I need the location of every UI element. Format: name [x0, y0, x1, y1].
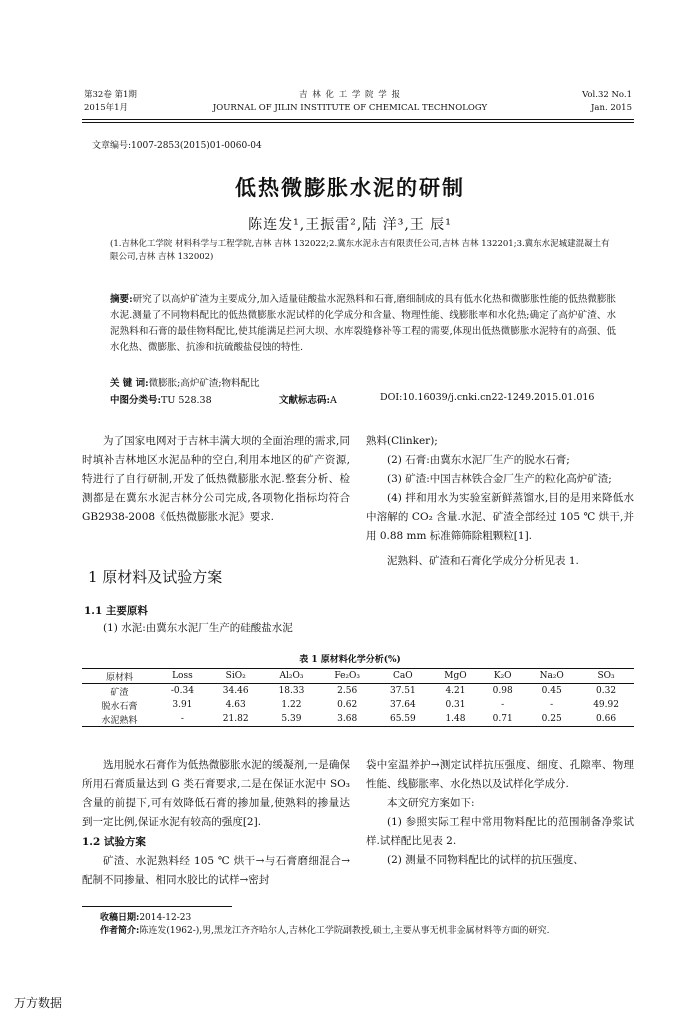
section-1-heading: 1 原材料及试验方案 [88, 568, 223, 586]
table-row [82, 698, 634, 712]
curing-paragraph: 袋中室温养护→测定试样抗压强度、细度、孔隙率、物理性能、线膨胀率、水化热以及试样化学成分. [366, 759, 634, 790]
watermark: 万方数据 [14, 996, 63, 1010]
material-item-1: (1) 水泥:由冀东水泥厂生产的硅酸盐水泥 [103, 622, 293, 634]
material-item-3: (3) 矿渣:中国吉林铁合金厂生产的粒化高炉矿渣; [387, 473, 612, 485]
volume-en: Vol.32 No.1 [582, 90, 632, 100]
table-header-cell: Na₂O [539, 671, 564, 681]
left-column [82, 432, 350, 527]
table-cell: 21.82 [222, 714, 249, 724]
footnote-rule [82, 906, 232, 907]
abstract-text: 研究了以高炉矿渣为主要成分,加入适量硅酸盐水泥熟料和石膏,磨细制成的具有低水化热和微膨胀性能的低热微膨胀水泥.测量了不同物料配比的低热微膨胀水泥试样的化学成分和含量、物理性能、线膨胀率和水化热;确定了高炉矿渣、水泥熟料和石膏的最佳物料配比,使其能满足拦河大坝、水库裂缝修补等工程的需要,体现出低热微膨胀水泥特有的高强、低水化热、微膨胀、抗渗和抗硫酸盐侵蚀的特性. [110, 294, 616, 353]
table-header-cell: CaO [393, 671, 413, 681]
keywords-text: 微膨胀;高炉矿渣;物料配比 [148, 378, 260, 389]
table-row [82, 712, 634, 727]
volume-issue: 第32卷 第1期 [84, 90, 137, 100]
plan-item-2: (2) 测量不同物料配比的试样的抗压强度、 [387, 854, 584, 866]
table-cell: 4.21 [445, 686, 466, 696]
table-cell: 49.92 [593, 700, 619, 710]
table-cell: 37.51 [389, 686, 416, 696]
table-cell: - [550, 700, 554, 710]
table-cell: 65.59 [389, 714, 416, 724]
clc-label: 中图分类号: [110, 395, 162, 406]
table-reference: 泥熟料、矿渣和石膏化学成分分析见表 1. [387, 555, 579, 567]
material-item-2: (2) 石膏:由冀东水泥厂生产的脱水石膏; [387, 454, 570, 466]
doi: DOI:10.16039/j.cnki.cn22-1249.2015.01.016 [380, 392, 595, 403]
author-bio [100, 925, 620, 937]
subsection-1-2-heading: 1.2 试验方案 [82, 836, 146, 848]
table-header-cell: K₂O [493, 671, 512, 681]
table-cell: 0.45 [541, 686, 562, 696]
intro-paragraph: 为了国家电网对于吉林丰满大坝的全面治理的需求,同时填补吉林地区水泥品种的空白,利用本地区的矿产资源,特进行了自行研制,开发了低热微膨胀水泥.整套分析、检测都是在冀东水泥吉林分公司完成,各项物化指标均符合 GB2938-2008《低热微膨胀水泥》要求. [82, 435, 350, 523]
clc-code: TU 528.38 [161, 395, 212, 406]
table-header-cell: SO₃ [597, 671, 615, 681]
date-cn: 2015年1月 [84, 103, 129, 113]
table-cell: 水泥熟料 [101, 715, 138, 726]
table-cell: 18.33 [278, 686, 305, 696]
table-header-cell: SiO₂ [225, 671, 246, 681]
document-code-value: A [330, 395, 337, 406]
material-item-4: (4) 拌和用水为实验室新鲜蒸馏水,目的是用来降低水中溶解的 CO₂ 含量.水泥、矿渣全部经过 105 ℃ 烘干,并用 0.88 mm 标准筛筛除粗颗粒[1]. [366, 492, 634, 542]
abstract [110, 292, 616, 356]
material-item-1-cont: 熟料(Clinker); [366, 435, 438, 447]
keywords-label: 关 键 词: [110, 378, 149, 389]
table-cell: - [501, 700, 505, 710]
table-cell: 0.32 [596, 686, 617, 696]
header-rule-2 [82, 122, 634, 123]
document-code [279, 392, 337, 406]
table-cell: 0.71 [492, 714, 513, 724]
plan-item-1: (1) 参照实际工程中常用物料配比的范围制备净浆试样.试样配比见表 2. [366, 816, 634, 847]
table-cell: 0.31 [445, 700, 466, 710]
gypsum-paragraph: 选用脱水石膏作为低热微膨胀水泥的缓凝剂,一是确保所用石膏质量达到 G 类石膏要求,二是在保证水泥中 SO₃ 含量的前提下,可有效降低石膏的掺加量,使熟料的掺量达到一定比例,保证水泥有较高的强度[2]. [82, 759, 350, 828]
table-1-caption: 表 1 原材料化学分析(%) [299, 655, 401, 665]
paper-title: 低热微膨胀水泥的研制 [235, 175, 465, 200]
plan-intro: 本文研究方案如下: [387, 797, 475, 809]
received-label: 收稿日期: [100, 913, 140, 923]
table-cell: 4.63 [225, 700, 246, 710]
bio-text: 陈连发(1962-),男,黑龙江齐齐哈尔人,吉林化工学院副教授,硕士,主要从事无机非金属材料等方面的研究. [139, 926, 550, 936]
table-header-cell: Fe₂O₃ [334, 671, 360, 681]
header-rule [82, 119, 634, 120]
bio-label: 作者简介: [100, 926, 140, 936]
table-cell: 3.68 [337, 714, 358, 724]
subsection-1-1-heading: 1.1 主要原料 [84, 605, 148, 617]
table-cell: 矿渣 [110, 687, 129, 698]
table-header-cell: MgO [444, 671, 467, 681]
abstract-label: 摘要: [110, 294, 133, 305]
table-cell: 2.56 [337, 686, 358, 696]
lower-left-column [82, 756, 350, 890]
affiliations: (1.吉林化工学院 材料科学与工程学院,吉林 吉林 132022;2.冀东水泥永吉有限责任公司,吉林 吉林 132201;3.冀东水泥城建混凝土有限公司,吉林 吉林 132002) [110, 239, 610, 262]
table-header-row [82, 669, 634, 684]
table-header-cell: 原材料 [105, 672, 133, 683]
table-cell: - [180, 714, 184, 724]
received-date [100, 912, 191, 924]
received-value: 2014-12-23 [139, 913, 192, 923]
clc [110, 392, 212, 406]
table-cell: 1.48 [445, 714, 466, 724]
date-en: Jan. 2015 [591, 103, 632, 113]
document-code-label: 文献标志码: [279, 395, 331, 406]
keywords [110, 375, 260, 389]
journal-name-en: JOURNAL OF JILIN INSTITUTE OF CHEMICAL TECHNOLOGY [212, 103, 488, 113]
table-cell: 0.98 [492, 686, 513, 696]
journal-name-cn: 吉 林 化 工 学 院 学 报 [299, 90, 401, 100]
table-cell: -0.34 [170, 686, 194, 696]
table-header-cell: Loss [172, 671, 193, 681]
article-number: 文章编号:1007-2853(2015)01-0060-04 [92, 141, 262, 151]
table-cell: 34.46 [222, 686, 249, 696]
table-cell: 5.39 [281, 714, 302, 724]
table-cell: 0.25 [541, 714, 562, 724]
table-cell: 3.91 [172, 700, 193, 710]
table-header-cell: Al₂O₃ [279, 671, 304, 681]
table-1 [82, 668, 634, 727]
right-column [366, 432, 634, 571]
table-cell: 0.62 [337, 700, 358, 710]
table-cell: 0.66 [596, 714, 617, 724]
table-cell: 脱水石膏 [101, 701, 138, 712]
test-procedure-paragraph: 矿渣、水泥熟料经 105 ℃ 烘干→与石膏磨细混合→配制不同掺量、相同水胶比的试样→密封 [82, 855, 350, 886]
table-cell: 1.22 [281, 700, 302, 710]
table-cell: 37.64 [389, 700, 416, 710]
authors: 陈连发¹,王振雷²,陆 洋³,王 辰¹ [248, 217, 452, 233]
lower-right-column [366, 756, 634, 870]
table-row [82, 684, 634, 699]
